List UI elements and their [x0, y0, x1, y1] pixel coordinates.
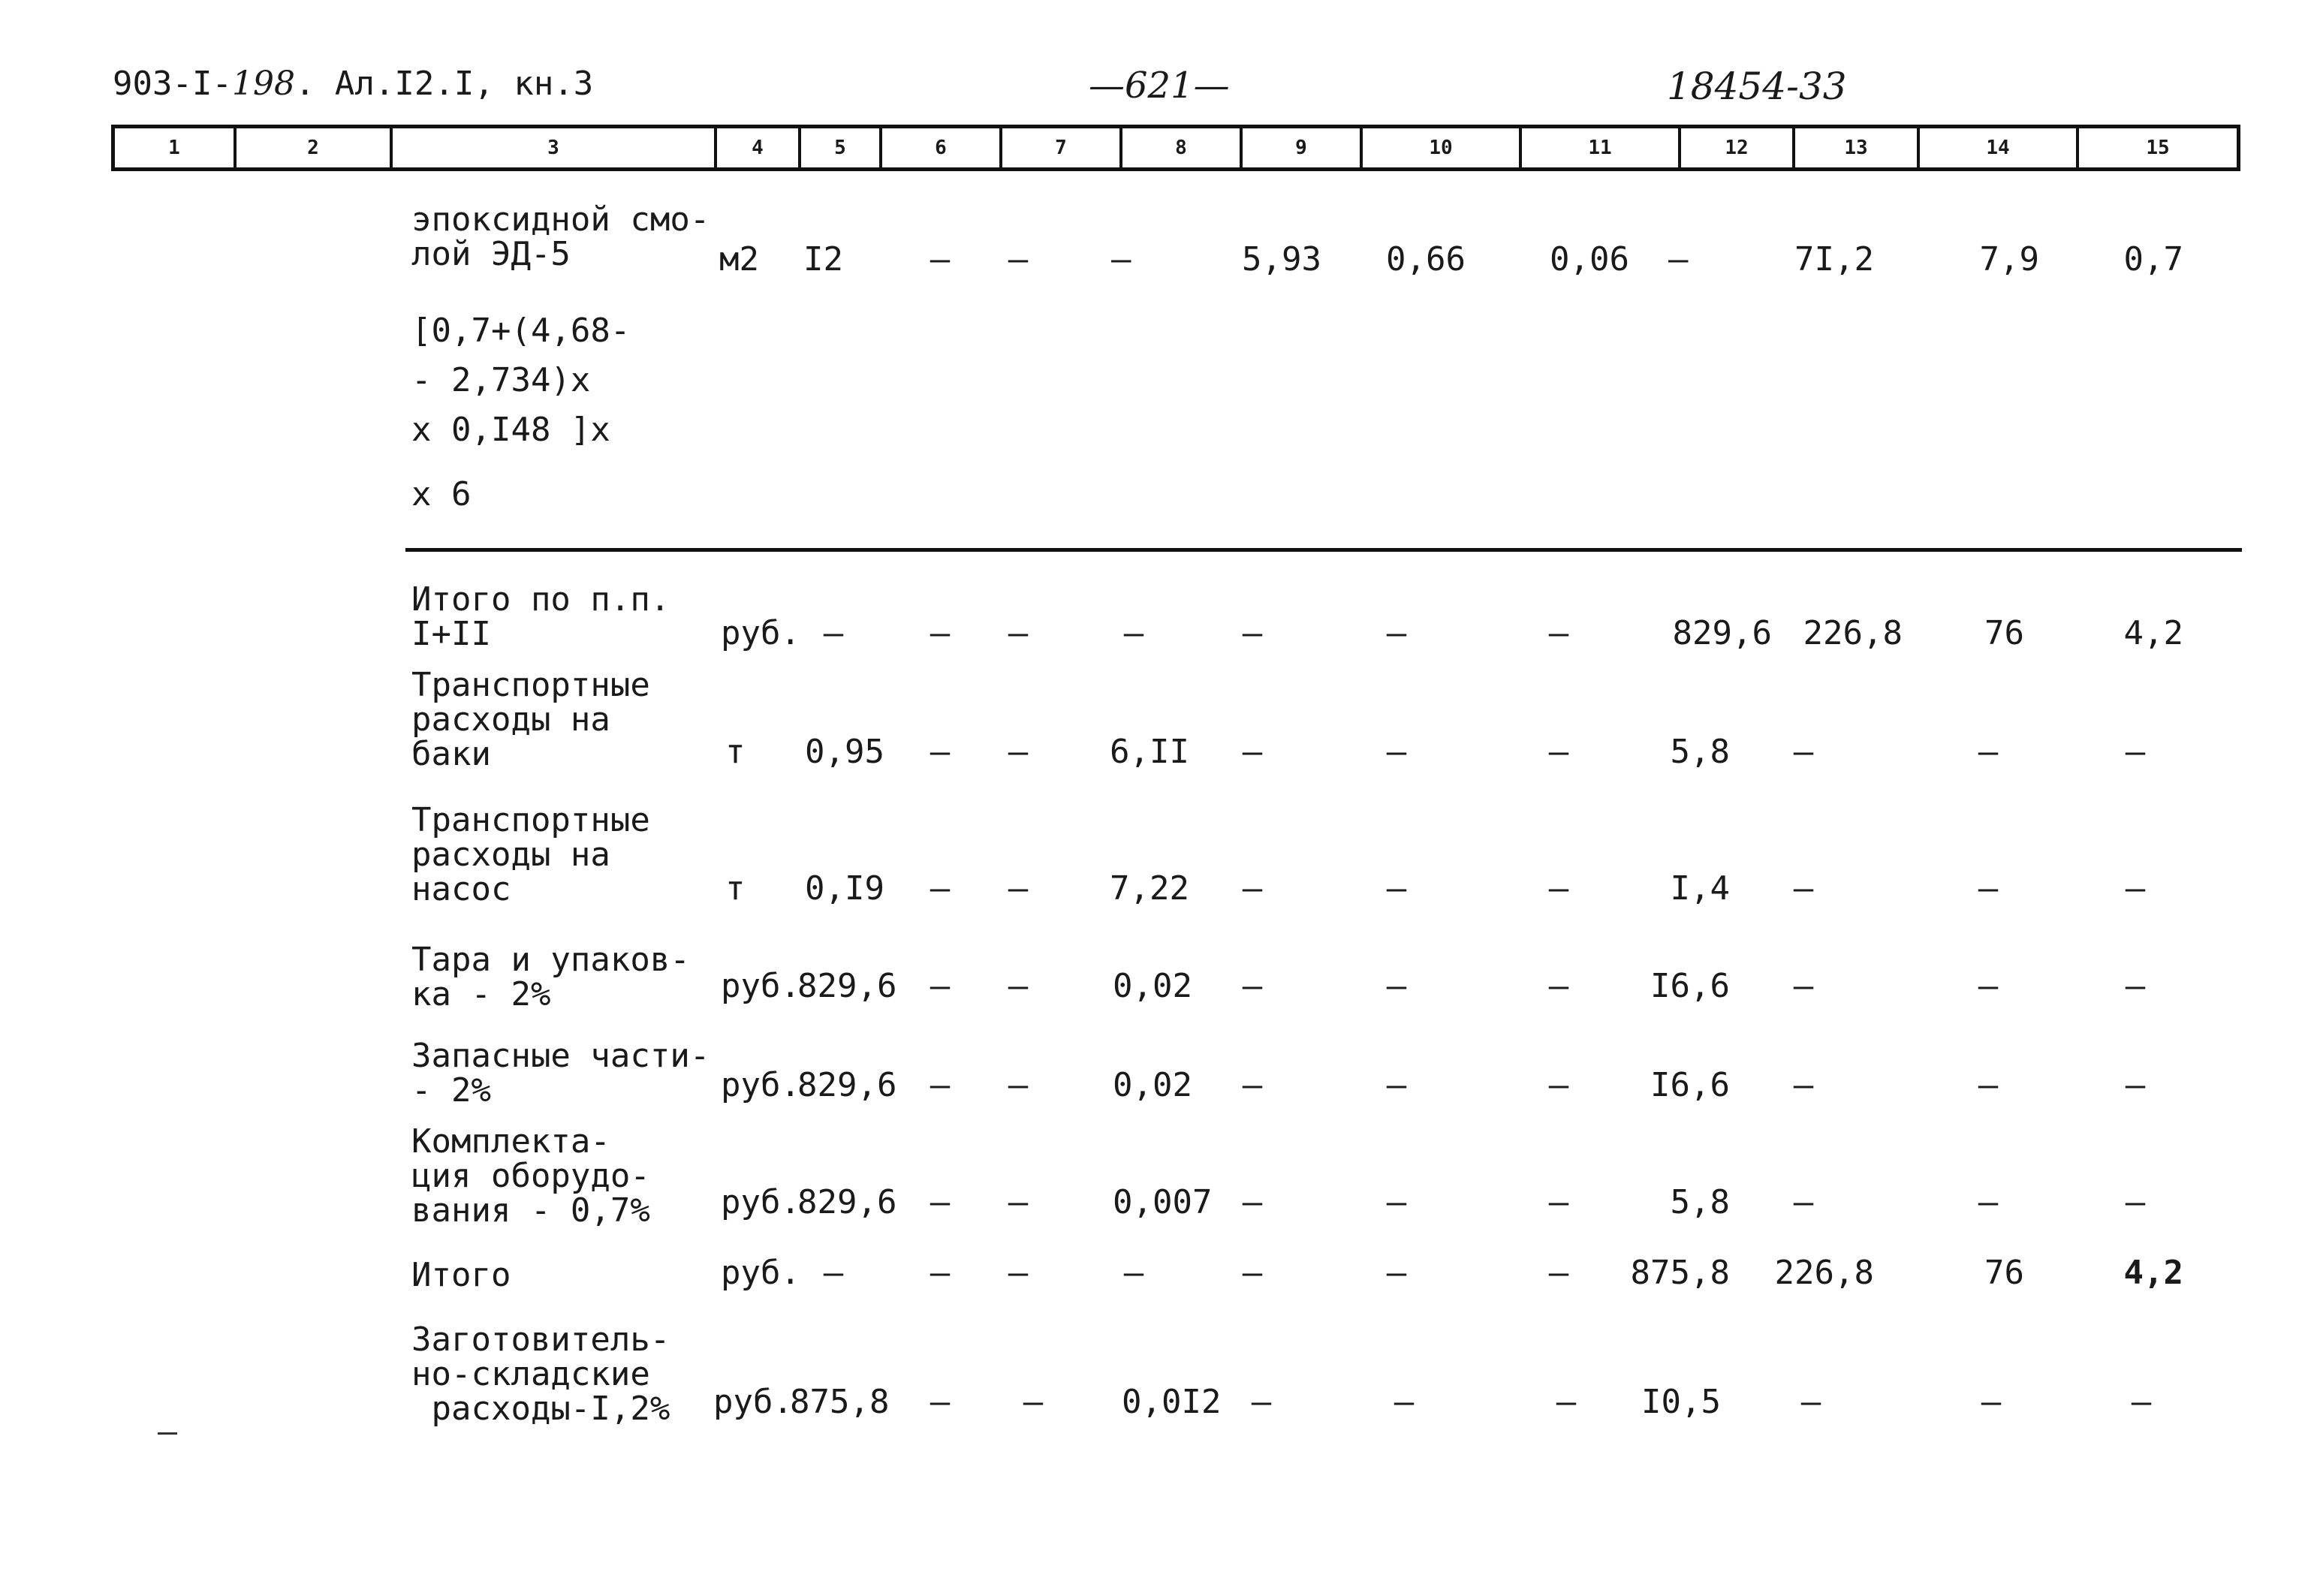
value-cell: 5,8: [1670, 733, 1730, 771]
column-number: 11: [1519, 128, 1678, 167]
value-cell: –: [1386, 733, 1407, 771]
page-number: —621—: [1089, 65, 1230, 107]
value-cell: 5,8: [1670, 1183, 1730, 1221]
inventory-number: 18454-33: [1667, 65, 1847, 108]
value-cell: –: [1242, 1254, 1263, 1292]
value-cell: –: [1548, 1254, 1569, 1292]
value-cell: –: [930, 240, 951, 279]
value-cell: –: [1386, 869, 1407, 908]
formula-line: - 2,734)x: [411, 361, 591, 399]
formula-line: x 6: [411, 475, 472, 513]
value-cell: 829,6: [1672, 614, 1772, 652]
value-cell: –: [1008, 733, 1029, 771]
value-cell: –: [1386, 1254, 1407, 1292]
column-number: 9: [1240, 128, 1360, 167]
value-cell: 829,6: [797, 1183, 897, 1221]
value-cell: –: [1008, 967, 1029, 1005]
value-cell: –: [1978, 967, 1999, 1005]
value-cell: –: [1793, 1066, 1814, 1104]
value-cell: –: [1668, 240, 1689, 279]
value-cell: –: [1793, 967, 1814, 1005]
value-cell: –: [930, 967, 951, 1005]
unit-cell: руб.: [721, 1254, 800, 1292]
column-number: 2: [234, 128, 390, 167]
row-label: Итого: [411, 1256, 511, 1294]
value-cell: I6,6: [1650, 1066, 1730, 1104]
value-cell: 0,02: [1113, 1066, 1192, 1104]
column-number: 6: [879, 128, 999, 167]
section-divider: [405, 548, 2242, 552]
column-number: 10: [1360, 128, 1519, 167]
value-cell: –: [2125, 967, 2146, 1005]
value-cell: 226,8: [1803, 614, 1903, 652]
value-cell: –: [1123, 1254, 1144, 1292]
value-cell: –: [1123, 614, 1144, 652]
value-cell: 829,6: [797, 1066, 897, 1104]
value-cell: 0,007: [1113, 1183, 1213, 1221]
value-cell: 0,06: [1550, 240, 1629, 279]
value-cell: –: [1023, 1383, 1044, 1421]
value-cell: –: [1548, 1066, 1569, 1104]
value-cell: –: [1386, 1066, 1407, 1104]
unit-cell: руб.: [721, 967, 800, 1005]
value-cell: 4,2: [2123, 614, 2183, 652]
column-number: 7: [999, 128, 1119, 167]
value-cell: I2: [803, 240, 843, 279]
value-cell: –: [1548, 733, 1569, 771]
unit-cell: руб.: [721, 614, 800, 652]
value-cell: –: [1548, 967, 1569, 1005]
value-cell: I6,6: [1650, 967, 1730, 1005]
value-cell: –: [930, 733, 951, 771]
unit-cell: руб.: [721, 1066, 800, 1104]
value-cell: –: [2125, 733, 2146, 771]
formula-line: [0,7+(4,68-: [411, 312, 631, 350]
value-cell: –: [930, 614, 951, 652]
column-number: 5: [798, 128, 879, 167]
value-cell: –: [1242, 869, 1263, 908]
value-cell: –: [1242, 967, 1263, 1005]
value-cell: 7,9: [1979, 240, 2039, 279]
row-label: эпоксидной смо- лой ЭД-5: [411, 200, 710, 274]
value-cell: –: [1548, 1183, 1569, 1221]
value-cell: –: [1556, 1383, 1577, 1421]
row-label: Итого по п.п. I+II: [411, 580, 670, 654]
row-label: Тара и упаков- ка - 2%: [411, 941, 690, 1014]
value-cell: –: [1386, 1183, 1407, 1221]
value-cell: –: [1793, 869, 1814, 908]
value-cell: 0,I9: [805, 869, 884, 908]
formula-line: x 0,I48 ]x: [411, 411, 610, 449]
column-number: 13: [1792, 128, 1917, 167]
value-cell: I,4: [1670, 869, 1730, 908]
value-cell: 829,6: [797, 967, 897, 1005]
column-number: 4: [714, 128, 798, 167]
value-cell: 0,66: [1386, 240, 1466, 279]
value-cell: –: [1978, 733, 1999, 771]
unit-cell: руб.: [713, 1383, 793, 1421]
doc-ref-prefix: 903-I-: [113, 65, 232, 103]
value-cell: –: [2131, 1383, 2152, 1421]
value-cell: –: [1386, 967, 1407, 1005]
column-number-header: [111, 125, 2240, 171]
value-cell: –: [1008, 240, 1029, 279]
value-cell: –: [1386, 614, 1407, 652]
value-cell: –: [823, 1254, 844, 1292]
value-cell: I0,5: [1641, 1383, 1721, 1421]
column-number: 12: [1678, 128, 1792, 167]
value-cell: –: [1548, 869, 1569, 908]
value-cell: –: [2125, 1183, 2146, 1221]
value-cell: –: [1800, 1383, 1821, 1421]
value-cell: –: [1242, 1183, 1263, 1221]
value-cell: –: [930, 1183, 951, 1221]
value-cell: –: [1008, 869, 1029, 908]
column-number: 3: [390, 128, 714, 167]
value-cell: –: [1548, 614, 1569, 652]
value-cell: 4,2: [2123, 1254, 2183, 1292]
value-cell: –: [1008, 1183, 1029, 1221]
row-label: Транспортные расходы на насос: [411, 801, 650, 909]
value-cell: 0,7: [2123, 240, 2183, 279]
unit-cell: руб.: [721, 1183, 800, 1221]
value-cell: 6,II: [1110, 733, 1189, 771]
column-number: 1: [168, 137, 180, 159]
value-cell: –: [930, 1254, 951, 1292]
doc-ref-handwritten: 198: [231, 65, 295, 103]
value-cell: –: [1242, 614, 1263, 652]
value-cell: –: [1008, 614, 1029, 652]
value-cell: 0,95: [805, 733, 884, 771]
value-cell: –: [1394, 1383, 1415, 1421]
value-cell: –: [1793, 1183, 1814, 1221]
value-cell: –: [1978, 1183, 1999, 1221]
value-cell: 226,8: [1774, 1254, 1874, 1292]
value-cell: 875,8: [1630, 1254, 1730, 1292]
row-label: Комплекта- ция оборудо- вания - 0,7%: [411, 1122, 650, 1230]
value-cell: 5,93: [1242, 240, 1321, 279]
value-cell: 76: [1984, 1254, 2024, 1292]
value-cell: 76: [1984, 614, 2024, 652]
doc-ref-suffix: . Ал.I2.I, кн.3: [294, 65, 594, 103]
row-label: Запасные части- - 2%: [411, 1037, 710, 1110]
value-cell: 875,8: [790, 1383, 890, 1421]
row-label: Транспортные расходы на баки: [411, 666, 650, 774]
value-cell: –: [930, 869, 951, 908]
value-cell: –: [1251, 1383, 1272, 1421]
value-cell: –: [1008, 1254, 1029, 1292]
value-cell: 7I,2: [1794, 240, 1874, 279]
value-cell: –: [930, 1383, 951, 1421]
document-reference: [113, 65, 593, 103]
value-cell: –: [1111, 240, 1131, 279]
value-cell: –: [1242, 1066, 1263, 1104]
unit-cell: м2: [719, 240, 759, 279]
column-number: 14: [1917, 128, 2076, 167]
column-number: 15: [2076, 128, 2237, 167]
value-cell: –: [1978, 1066, 1999, 1104]
margin-mark: [158, 1432, 177, 1435]
value-cell: –: [1242, 733, 1263, 771]
value-cell: –: [823, 614, 844, 652]
value-cell: –: [1981, 1383, 2002, 1421]
value-cell: –: [1008, 1066, 1029, 1104]
value-cell: –: [2125, 1066, 2146, 1104]
value-cell: 7,22: [1110, 869, 1189, 908]
value-cell: 0,02: [1113, 967, 1192, 1005]
value-cell: –: [2125, 869, 2146, 908]
row-label: Заготовитель- но-складские расходы-I,2%: [411, 1320, 670, 1429]
unit-cell: т: [725, 733, 746, 771]
value-cell: –: [1793, 733, 1814, 771]
value-cell: 0,0I2: [1122, 1383, 1222, 1421]
unit-cell: т: [725, 869, 746, 908]
value-cell: –: [930, 1066, 951, 1104]
column-number: 8: [1119, 128, 1240, 167]
value-cell: –: [1978, 869, 1999, 908]
